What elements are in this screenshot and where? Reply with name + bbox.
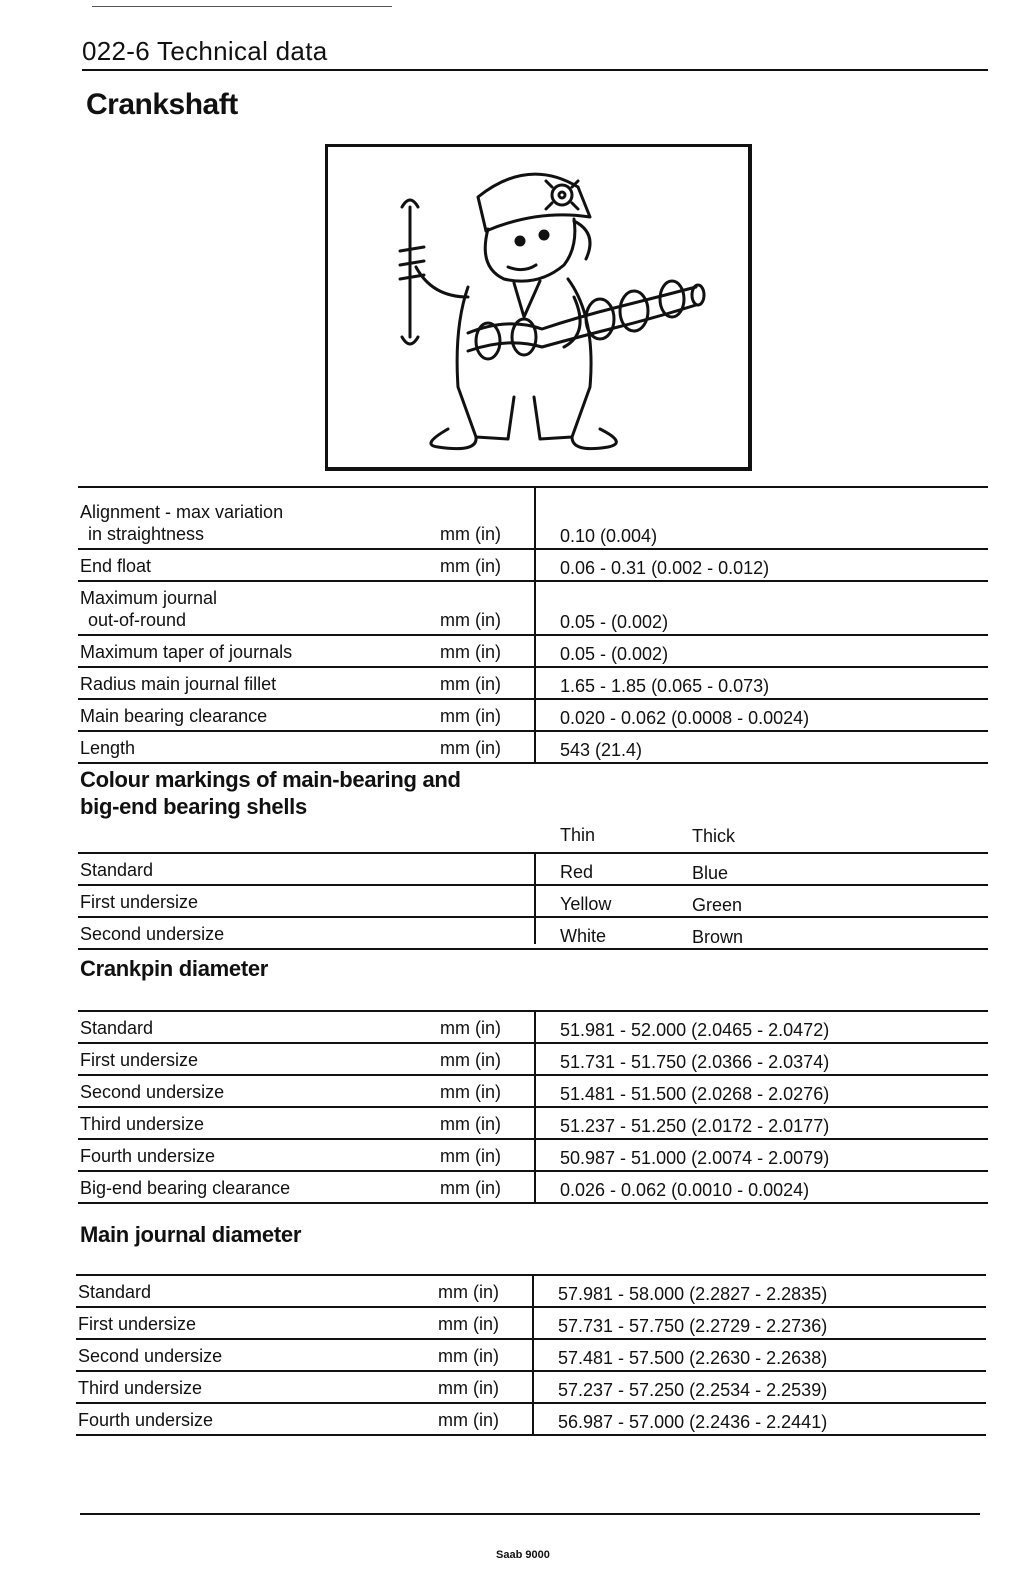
thin-colour: Yellow — [560, 894, 612, 914]
table-row — [78, 732, 988, 764]
row-unit: mm (in) — [440, 738, 501, 758]
row-label: Maximum journal — [80, 588, 218, 608]
table-row — [78, 550, 988, 582]
table-row — [78, 700, 988, 732]
row-label: First undersize — [80, 1050, 199, 1070]
row-label: Third undersize — [80, 1114, 205, 1134]
row-label: Length — [80, 738, 136, 758]
row-label: Second undersize — [80, 924, 225, 944]
table-row — [78, 1172, 988, 1204]
table-row — [78, 1044, 988, 1076]
row-label: First undersize — [78, 1314, 197, 1334]
row-unit: mm (in) — [438, 1346, 499, 1366]
row-unit: mm (in) — [440, 1146, 501, 1166]
row-label: Second undersize — [78, 1346, 223, 1366]
table-row — [78, 1108, 988, 1140]
table-row — [78, 668, 988, 700]
table-row — [76, 1404, 986, 1436]
row-label: Standard — [80, 860, 154, 880]
column-header-thin: Thin — [560, 825, 596, 845]
row-value: 1.65 - 1.85 (0.065 - 0.073) — [560, 676, 770, 696]
table-row — [76, 1372, 986, 1404]
row-value: 51.237 - 51.250 (2.0172 - 2.0177) — [560, 1116, 830, 1136]
row-value: 0.026 - 0.062 (0.0010 - 0.0024) — [560, 1180, 810, 1200]
row-value: 57.981 - 58.000 (2.2827 - 2.2835) — [558, 1284, 828, 1304]
table-row — [78, 1010, 988, 1044]
colour-markings-title — [80, 766, 461, 820]
main-journal-title: Main journal diameter — [80, 1222, 302, 1247]
row-label: End float — [80, 556, 152, 576]
row-unit: mm (in) — [438, 1282, 499, 1302]
row-value: 57.481 - 57.500 (2.2630 - 2.2638) — [558, 1348, 828, 1368]
row-unit: mm (in) — [438, 1410, 499, 1430]
row-label: Fourth undersize — [78, 1410, 214, 1430]
table-row — [78, 886, 988, 918]
row-unit: mm (in) — [440, 1050, 501, 1070]
table-row — [78, 486, 988, 550]
row-label: Radius main journal fillet — [80, 674, 277, 694]
row-unit: mm (in) — [440, 1114, 501, 1134]
row-label-cont: in straightness — [88, 524, 205, 544]
row-label: Main bearing clearance — [80, 706, 268, 726]
row-label: First undersize — [80, 892, 199, 912]
thick-colour: Green — [692, 895, 743, 915]
mechanic-illustration — [325, 144, 752, 471]
table-row — [78, 582, 988, 636]
row-unit: mm (in) — [440, 556, 501, 576]
page-title: Crankshaft — [86, 88, 238, 121]
table-row — [76, 1308, 986, 1340]
row-value: 51.481 - 51.500 (2.0268 - 2.0276) — [560, 1084, 830, 1104]
row-value: 57.731 - 57.750 (2.2729 - 2.2736) — [558, 1316, 828, 1336]
row-value: 51.981 - 52.000 (2.0465 - 2.0472) — [560, 1020, 830, 1040]
row-unit: mm (in) — [440, 524, 501, 544]
table-row — [78, 636, 988, 668]
table-row — [78, 1076, 988, 1108]
row-label: Maximum taper of journals — [80, 642, 293, 662]
row-label: Alignment - max variation — [80, 502, 284, 522]
column-header-thick: Thick — [692, 826, 736, 846]
main-journal-table — [76, 1274, 986, 1436]
thick-colour: Brown — [692, 927, 744, 947]
row-unit: mm (in) — [438, 1314, 499, 1334]
row-value: 51.731 - 51.750 (2.0366 - 2.0374) — [560, 1052, 830, 1072]
table-header-row — [78, 818, 988, 854]
row-label-cont: out-of-round — [88, 610, 187, 630]
row-value: 0.05 - (0.002) — [560, 612, 669, 632]
page-header: 022-6 Technical data — [82, 34, 988, 71]
row-label: Standard — [80, 1018, 154, 1038]
table-row — [78, 1140, 988, 1172]
row-label: Standard — [78, 1282, 152, 1302]
table-row — [76, 1340, 986, 1372]
crankpin-table — [78, 1010, 988, 1204]
row-value: 0.05 - (0.002) — [560, 644, 669, 664]
row-label: Big-end bearing clearance — [80, 1178, 291, 1198]
row-value: 543 (21.4) — [560, 740, 643, 760]
row-unit: mm (in) — [440, 1178, 501, 1198]
colour-title-line1: Colour markings of main-bearing and — [80, 767, 461, 792]
colour-title-line2: big-end bearing shells — [80, 794, 307, 819]
mechanic-crankshaft-drawing — [328, 147, 748, 467]
row-unit: mm (in) — [440, 1018, 501, 1038]
row-value: 56.987 - 57.000 (2.2436 - 2.2441) — [558, 1412, 828, 1432]
row-value: 57.237 - 57.250 (2.2534 - 2.2539) — [558, 1380, 828, 1400]
top-rule — [92, 6, 392, 7]
row-unit: mm (in) — [440, 1082, 501, 1102]
row-label: Second undersize — [80, 1082, 225, 1102]
colour-markings-table — [78, 818, 988, 950]
footer-rule — [80, 1513, 980, 1515]
row-value: 50.987 - 51.000 (2.0074 - 2.0079) — [560, 1148, 830, 1168]
row-value: 0.10 (0.004) — [560, 526, 658, 546]
crankpin-title: Crankpin diameter — [80, 956, 269, 981]
row-value: 0.06 - 0.31 (0.002 - 0.012) — [560, 558, 770, 578]
row-label: Third undersize — [78, 1378, 203, 1398]
row-value: 0.020 - 0.062 (0.0008 - 0.0024) — [560, 708, 810, 728]
row-unit: mm (in) — [440, 706, 501, 726]
table-row — [78, 918, 988, 950]
table-row — [78, 854, 988, 886]
general-spec-table — [78, 486, 988, 764]
footer-model: Saab 9000 — [496, 1549, 550, 1561]
row-unit: mm (in) — [440, 642, 501, 662]
thin-colour: White — [560, 926, 607, 946]
row-unit: mm (in) — [440, 674, 501, 694]
row-unit: mm (in) — [438, 1378, 499, 1398]
table-row — [76, 1274, 986, 1308]
row-label: Fourth undersize — [80, 1146, 216, 1166]
thin-colour: Red — [560, 862, 594, 882]
row-unit: mm (in) — [440, 610, 501, 630]
thick-colour: Blue — [692, 863, 729, 883]
